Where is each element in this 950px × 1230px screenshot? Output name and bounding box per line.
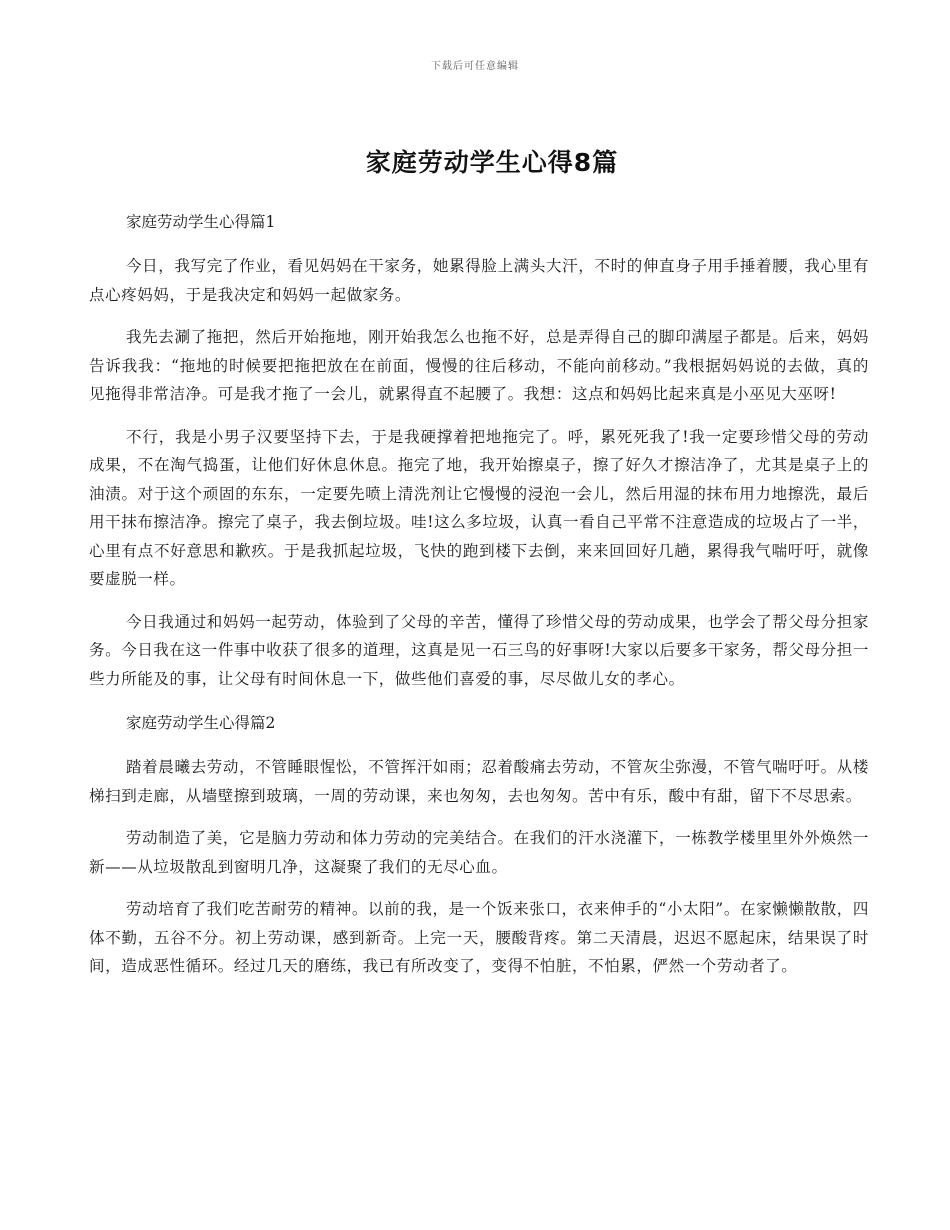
page-header-note: 下载后可任意编辑: [431, 61, 519, 72]
paragraph: 踏着晨曦去劳动，不管睡眼惺忪，不管挥汗如雨；忍着酸痛去劳动，不管灰尘弥漫，不管气喘吁吁。从楼梯扫到走廊，从墙壁擦到玻璃，一周的劳动课，来也匆匆，去也匆匆。苦中有乐，酸中有甜，留下不尽思索。: [89, 758, 869, 805]
paragraph: 今日我通过和妈妈一起劳动，体验到了父母的辛苦，懂得了珍惜父母的劳动成果，也学会了帮父母分担家务。今日我在这一件事中收获了很多的道理，这真是见一石三鸟的好事呀!大家以后要多干家务，帮父母分担一些力所能及的事，让父母有时间休息一下，做些他们喜爱的事，尽尽做儿女的孝心。: [89, 612, 869, 688]
section-heading: 家庭劳动学生心得篇1: [126, 213, 276, 231]
document-title: 家庭劳动学生心得8篇: [365, 148, 619, 177]
section-heading: 家庭劳动学生心得篇2: [126, 714, 276, 732]
paragraph: 今日，我写完了作业，看见妈妈在干家务，她累得脸上满头大汗，不时的伸直身子用手捶着腰，我心里有点心疼妈妈，于是我决定和妈妈一起做家务。: [89, 257, 869, 304]
paragraph: 劳动制造了美，它是脑力劳动和体力劳动的完美结合。在我们的汗水浇灌下，一栋教学楼里里外外焕然一新——从垃圾散乱到窗明几净，这凝聚了我们的无尽心血。: [89, 829, 869, 876]
paragraph: 不行，我是小男子汉要坚持下去，于是我硬撑着把地拖完了。呼，累死死我了!我一定要珍惜父母的劳动成果，不在淘气捣蛋，让他们好休息休息。拖完了地，我开始擦桌子，擦了好久才擦洁净了，尤其是桌子上的油渍。对于这个顽固的东东，一定要先喷上清洗剂让它慢慢的浸泡一会儿，然后用湿的抹布用力地擦洗，最后用干抹布擦洁净。擦完了桌子，我去倒垃圾。哇!这么多垃圾，认真一看自己平常不注意造成的垃圾占了一半，心里有点不好意思和歉疚。于是我抓起垃圾，飞快的跑到楼下去倒，来来回回好几趟，累得我气喘吁吁，就像要虚脱一样。: [89, 427, 869, 588]
document-body: [89, 206, 869, 995]
paragraph: 劳动培育了我们吃苦耐劳的精神。以前的我，是一个饭来张口，衣来伸手的“小太阳”。在家懒懒散散，四体不勤，五谷不分。初上劳动课，感到新奇。上完一天，腰酸背疼。第二天清晨，迟迟不愿起床，结果误了时间，造成恶性循环。经过几天的磨练，我已有所改变了，变得不怕脏，不怕累，俨然一个劳动者了。: [89, 900, 869, 975]
paragraph: 我先去涮了拖把，然后开始拖地，刚开始我怎么也拖不好，总是弄得自己的脚印满屋子都是。后来，妈妈告诉我我：“拖地的时候要把拖把放在在前面，慢慢的往后移动，不能向前移动。”我根据妈妈说的去做，真的见拖得非常洁净。可是我才拖了一会儿，就累得直不起腰了。我想：这点和妈妈比起来真是小巫见大巫呀!: [89, 328, 869, 403]
